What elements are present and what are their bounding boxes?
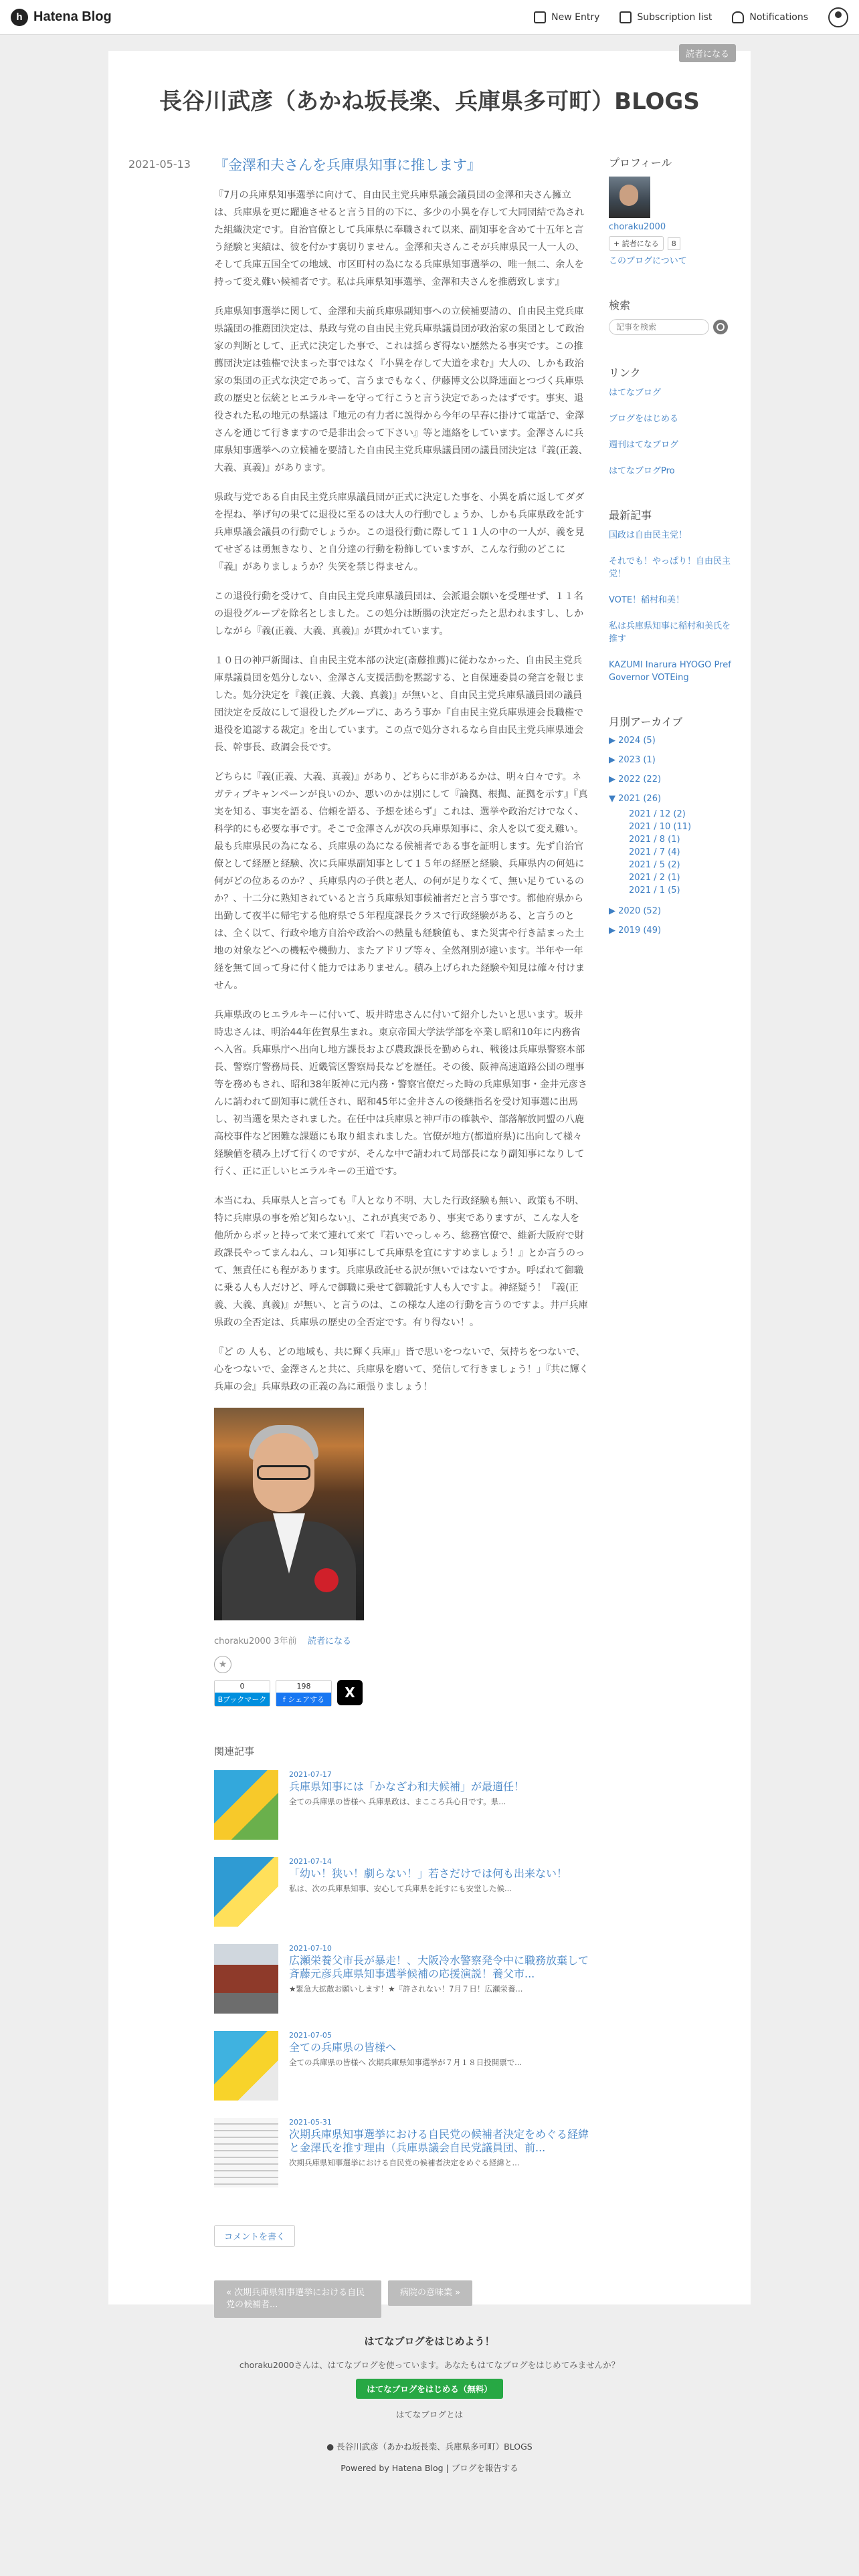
book-icon xyxy=(619,11,632,23)
archive-year-2020[interactable]: ▶ 2020 (52) xyxy=(609,906,662,916)
reader-count: 8 xyxy=(668,237,680,250)
hatena-logo-icon: h xyxy=(11,9,28,26)
article xyxy=(214,154,589,2318)
facebook-count: 198 xyxy=(296,1682,311,1691)
related-date: 2021-07-14 xyxy=(289,1857,332,1866)
footer-blog-icon: ● xyxy=(326,2442,337,2452)
archive-month-link[interactable]: 2021 / 7 (4) xyxy=(629,847,680,857)
related-title-link[interactable]: 広瀬栄養父市長が暴走！、大阪冷水警察発令中に職務放棄して斉藤元彦兵庫県知事選挙候補の応援演説！養父市... xyxy=(289,1954,589,1980)
about-hatena-link[interactable]: はてなブログとは xyxy=(395,2409,464,2420)
notifications-button[interactable] xyxy=(732,11,808,23)
profile-avatar[interactable] xyxy=(609,177,650,218)
start-blog-cta xyxy=(0,2334,859,2474)
search-icon[interactable] xyxy=(713,320,728,334)
related-date: 2021-07-17 xyxy=(289,1770,332,1779)
start-blog-button[interactable]: はてなブログをはじめる（無料） xyxy=(356,2379,503,2399)
add-star-button[interactable] xyxy=(214,1656,231,1673)
new-entry-label: New Entry xyxy=(551,11,600,23)
about-blog-link[interactable]: このブログについて xyxy=(609,256,687,266)
paragraph: 本当にね、兵庫県人と言っても『人となり不明、大した行政経験も無い、政策も不明、特に兵庫県の事を殆ど知らない』、これが真実であり、事実でありますが、こんな人を他所からポッと持って来て連れて来て『若いでっしゃろ、総務官僚で、維新大阪府で財政課長やってまんねん、コレ知事にして兵庫県を宜にすすめましょう！』とか言うのって、無責任にも程があります。兵庫県政託せる訳が無いではないですか。呼ばれて御職に乗る人も人だけど、呼んで御職に乗せて御職託す人も人ですよ。神経疑う！『義(正義、大義、真義)』が無い、と言うのは、この様な人達の行動を言うのですよ。井戸兵庫県政の全否定は、兵庫県の歴史の全否定です。有り得ない！。 xyxy=(214,1196,588,1328)
related-snippet: 全ての兵庫県の皆様へ 次期兵庫県知事選挙が７月１８日投開票で... xyxy=(289,2058,522,2067)
related-item[interactable] xyxy=(214,1770,589,1841)
related-heading: 関連記事 xyxy=(214,1745,255,1757)
archive-month-link[interactable]: 2021 / 5 (2) xyxy=(629,860,680,870)
search-input[interactable] xyxy=(609,319,709,335)
links-heading: リンク xyxy=(609,366,641,379)
search-heading: 検索 xyxy=(609,299,631,312)
entry-title[interactable]: 『金澤和夫さんを兵庫県知事に推します』 xyxy=(214,157,481,173)
related-item[interactable] xyxy=(214,2118,589,2189)
archive-month-link[interactable]: 2021 / 8 (1) xyxy=(629,835,680,845)
related-title-link[interactable]: 「幼い！狭い！劇らない！」若さだけでは何も出来ない！ xyxy=(289,1867,568,1880)
share-buttons xyxy=(214,1680,589,1707)
related-title-link[interactable]: 全ての兵庫県の皆様へ xyxy=(289,2041,397,2054)
candidate-photo xyxy=(214,1408,364,1620)
paragraph: 兵庫県政のヒエラルキーに付いて、坂井時忠さんに付いて紹介したいと思います。坂井時忠さんは、明治44年佐賀県生まれ。東京帝国大学法学部を卒業し昭和10年に内務省へ入省。兵庫県庁へ出向し地方課長および農政課長を勤められ、戦後は兵庫県警察本部長、警察庁警務局長、近畿管区警察局長などを歴任。その後、阪神高速道路公団の理事等を務めもされ、昭和38年阪神に元内務・警察官僚だった時の兵庫県知事・金井元彦さんに請われて副知事に就任され、昭和45年に金井さんの後継指名を受け知事選に出馬し、初当選を果たされました。在任中は兵庫県と神戸市の確執や、部落解放同盟の八鹿高校事件など困難な課題にも取り組まれました。官僚が地方(都道府県)に出向して様々経験値を積み上げて行くのですが、そんな中で請われて局部長になり副知事になりして行く、正に正しいヒエラルキーの王道です。 xyxy=(214,1010,588,1177)
recent-entry-link[interactable]: KAZUMI Inarura HYOGO Pref Governor VOTEing xyxy=(609,660,731,683)
pencil-icon xyxy=(534,11,546,23)
write-comment-button[interactable]: コメントを書く xyxy=(214,2225,295,2247)
related-thumbnail[interactable] xyxy=(214,2031,278,2101)
related-title-link[interactable]: 兵庫県知事には「かなざわ和夫候補」が最適任！ xyxy=(289,1780,525,1793)
user-avatar-icon[interactable] xyxy=(828,7,848,27)
paragraph: どちらに『義(正義、大義、真義)』があり、どちらに非があるかは、明々白々です。ネガティブキャンペーンが良いのか、悪いのかは別にして『論拠、根拠、証拠を示す』『真実を知る、事実を語る、信頼を語る、予想を述らず』これは、選挙や政治だけでなく、科学的にも必要な事です。そこで金澤さんが次の兵庫県知事に、余人を以て変え難い。最も兵庫県民の為になる、兵庫県の為になる候補者である事を証明します。先ず自治官僚として経歴と経験、次に兵庫県副知事として１５年の経歴と経験、兵庫県内の何処に何がどの位あるのか？、兵庫県内の子供と老人、の何が足りなくて、無い足りているのか？、十二分に熟知されていると言う兵庫県知事候補者だと言う事です。都他府県から出勤して夜半に帰宅する他府県で５年程度課長クラスで行政経験がある、と言うのとは、全く以て、行政や地方自治や政治への熱量も経験値も、また災害や行き詰まった土地の対象などへの機転や機動力、またアドリブ等々、全然剤別が違います。半年や一年経を無て回って身に付く能力ではありません。積み上げられた経験や知見は確々付けません。 xyxy=(214,772,588,991)
entry-date[interactable]: 2021-05-13 xyxy=(128,158,191,171)
archive-year-2023[interactable]: ▶ 2023 (1) xyxy=(609,755,656,765)
archive-year-2021[interactable]: ▼ 2021 (26) xyxy=(609,794,662,804)
related-date: 2021-07-10 xyxy=(289,1944,332,1953)
link-start-blog[interactable]: ブログをはじめる xyxy=(609,414,679,424)
blog-container xyxy=(108,49,751,2310)
archive-year-2022[interactable]: ▶ 2022 (22) xyxy=(609,774,662,784)
related-snippet: ★緊急大拡散お願いします！★『許されない！7月７日！広瀬栄養... xyxy=(289,1984,523,1994)
archive-months-2021 xyxy=(629,808,736,897)
new-entry-button[interactable] xyxy=(534,11,599,23)
related-title-link[interactable]: 次期兵庫県知事選挙における自民党の候補者決定をめぐる経緯と金澤氏を推す理由（兵庫県議会自民党議員団、前... xyxy=(289,2128,589,2154)
related-snippet: 全ての兵庫県の皆様へ 兵庫県政は、まこころ兵心日です。県... xyxy=(289,1797,506,1806)
archive-heading: 月別アーカイブ xyxy=(609,716,683,728)
recent-entry-link[interactable]: 国政は自由民主党！ xyxy=(609,530,688,540)
links-module xyxy=(609,364,736,477)
paragraph: １０日の神戸新聞は、自由民主党本部の決定(斎藤推薦)に従わなかった、自由民主党兵庫県議員団を処分しない、金澤さん支援活動を黙認する、と自保連委員の発言を報じました。処分決定を『義(正義、大義、真義)』が無いと、自由民主党兵庫県議員団の議員団決定を反故にして退役したグループに、あろう事か『自由民主党兵庫県連会長職権で退役を追認する裁定』を出しています。この点で処分されるなら自由民主党兵庫県連会長、幹事長、政調会長です。 xyxy=(214,655,585,753)
related-snippet: 次期兵庫県知事選挙における自民党の候補者決定をめぐる経緯と... xyxy=(289,2158,520,2167)
hatena-blog-logo[interactable] xyxy=(11,9,112,26)
x-share-button[interactable]: X xyxy=(337,1680,363,1705)
notifications-label: Notifications xyxy=(749,11,808,23)
paragraph: 『ど の 人も、どの地域も、共に輝く兵庫』」皆で思いをつないで、気持ちをつないで、心をつないで、金澤さんと共に、兵庫県を磨いて、発信して行きましょう！」『共に輝く兵庫の会』兵庫県政の正義の為に頑張りましょう！ xyxy=(214,1347,589,1392)
profile-heading: プロフィール xyxy=(609,156,672,169)
paragraph: 県政与党である自由民主党兵庫県議員団が正式に決定した事を、小異を盾に返してダダを捏ね、挙げ句の果てに退役に至るのは大人の行動でしょうか、しかも兵庫県政を託す兵庫県議会議員の行動でしょうか。この退役行動に際して１１人の中の一人が、義を見てせざるは勇無きなり、と自分達の行動を粉飾していますが、こんな行動のどこに『義』がありましょうか？失笑を禁じ得ません。 xyxy=(214,492,585,572)
sidebar xyxy=(609,154,736,965)
bookmark-label: Bブックマーク xyxy=(215,1693,270,1706)
sidebar-reader-button[interactable]: + 読者になる xyxy=(609,236,664,251)
footer-blog-title: 長谷川武彦（あかね坂長楽、兵庫県多可町）BLOGS xyxy=(337,2442,533,2452)
facebook-label: f シェアする xyxy=(276,1693,331,1706)
top-nav xyxy=(534,7,848,27)
recent-heading: 最新記事 xyxy=(609,509,652,522)
link-weekly-hatena[interactable]: 週刊はてなブログ xyxy=(609,440,679,450)
related-date: 2021-07-05 xyxy=(289,2031,332,2040)
related-item[interactable] xyxy=(214,1944,589,2015)
logo-text: Hatena Blog xyxy=(33,9,112,24)
subscribe-reader-button[interactable]: 読者になる xyxy=(679,44,736,62)
archive-month-link[interactable]: 2021 / 10 (11) xyxy=(629,822,692,832)
archive-year-2019[interactable]: ▶ 2019 (49) xyxy=(609,926,662,936)
recent-module xyxy=(609,507,736,684)
related-item[interactable] xyxy=(214,1857,589,1928)
pager-prev-button[interactable]: « 次期兵庫県知事選挙における自民党の候補者... xyxy=(214,2280,381,2318)
author-line[interactable]: choraku2000 3年前 xyxy=(214,1636,297,1646)
related-thumbnail[interactable] xyxy=(214,1944,278,2014)
related-date: 2021-05-31 xyxy=(289,2118,332,2127)
hatena-bookmark-button[interactable] xyxy=(214,1680,270,1707)
powered-by[interactable]: Powered by Hatena Blog | ブログを報告する xyxy=(341,2463,518,2473)
archive-month-link[interactable]: 2021 / 1 (5) xyxy=(629,885,680,895)
paragraph: 兵庫県知事選挙に関して、金澤和夫前兵庫県副知事への立候補要請の、自由民主党兵庫県議団の推薦団決定は、県政与党の自由民主党兵庫県議員団が政治家の集団として政治家の判断として、正式に決定した事で、これは揺らぎ得ない歴然たる事実です。この推薦団決定は強権で決まった事ではなく『小異を存して大道を求む』大人の、しかも政治家の集団の正式な決定であって、言うまでもなく、伊藤博文公以降連面とつづく兵庫県政の歴史と伝統とヒエラルキーを守って行こうと言う決定であったはずです。事実、退役された私の地元の県議は『地元の有力者に説得から今年の早春に掛けて電話で、金澤さんを通じて行きますので是非出会って下さい』等と連絡をしています。金澤さんに兵庫県知事選挙への立候補を要請した自由民主党兵庫県議員団の議員団決定は『義(正義、大義、真義)』があります。 xyxy=(214,306,588,473)
entry-footer xyxy=(214,1634,589,1646)
related-thumbnail[interactable] xyxy=(214,1770,278,1840)
facebook-share-button[interactable] xyxy=(276,1680,332,1707)
star-icon: ★ xyxy=(218,1659,227,1670)
archive-month-link[interactable]: 2021 / 2 (1) xyxy=(629,873,680,883)
global-header xyxy=(0,0,859,35)
pager-next-button[interactable]: 病院の意味業 » xyxy=(388,2280,472,2306)
bookmark-count: 0 xyxy=(240,1682,245,1691)
profile-module xyxy=(609,154,736,267)
bell-icon xyxy=(732,11,744,23)
cta-text: choraku2000さんは、はてなブログを使っています。あなたもはてなブログをはじめてみませんか？ xyxy=(239,2360,620,2370)
recent-entry-link[interactable]: 私は兵庫県知事に稲村和美氏を推す xyxy=(609,621,731,644)
footer-reader-link[interactable]: 読者になる xyxy=(308,1636,352,1646)
related-item[interactable] xyxy=(214,2031,589,2102)
blog-title[interactable]: 長谷川武彦（あかね坂長楽、兵庫県多可町）BLOGS xyxy=(159,88,700,115)
recent-entry-link[interactable]: それでも！やっぱり！自由民主党！ xyxy=(609,556,731,579)
profile-name[interactable]: choraku2000 xyxy=(609,222,666,232)
cta-title: はてなブログをはじめよう！ xyxy=(364,2335,495,2347)
footer-blog-name[interactable] xyxy=(0,2440,859,2452)
related-thumbnail[interactable] xyxy=(214,1857,278,1927)
search-module xyxy=(609,297,736,335)
subscription-list-label: Subscription list xyxy=(637,11,712,23)
archive-year-2024[interactable]: ▶ 2024 (5) xyxy=(609,736,656,746)
rosette-icon xyxy=(314,1568,339,1592)
subscription-list-button[interactable] xyxy=(619,11,712,23)
link-hatena-blog[interactable]: はてなブログ xyxy=(609,388,662,398)
recent-entry-link[interactable]: VOTE！稲村和美！ xyxy=(609,595,685,605)
archive-module xyxy=(609,714,736,936)
paragraph: 『7月の兵庫県知事選挙に向けて、自由民主党兵庫県議会議員団の金澤和夫さん擁立は、兵庫県を更に躍進させると言う目的の下に、多少の小異を存して大同団結で為された組織決定です。自治官僚として兵庫県に奉職されて以来、副知事を含めて十五年と言う経験と実績は、彼を付かす裏切りません。金澤和夫さんこそが兵庫県民一人一人の、そして兵庫五国全ての地域、市区町村の為になる兵庫県知事選挙の、唯一無二、余人を持って変え難い候補者です。私は兵庫県知事選挙、金澤和夫さんを推薦致します』 xyxy=(214,190,585,288)
archive-month-link[interactable]: 2021 / 12 (2) xyxy=(629,809,686,819)
pager xyxy=(214,2280,589,2318)
link-hatena-pro[interactable]: はてなブログPro xyxy=(609,466,675,476)
paragraph: この退役行動を受けて、自由民主党兵庫県議員団は、会派退会願いを受理せず、１１名の退役グループを除名としました。この処分は断腸の決定だったと思われますし、しかしながら『義(正義、大義、真義)』が貫かれています。 xyxy=(214,591,584,637)
related-snippet: 私は、次の兵庫県知事、安心して兵庫県を託すにも安堂した候... xyxy=(289,1884,512,1893)
related-thumbnail[interactable] xyxy=(214,2118,278,2187)
